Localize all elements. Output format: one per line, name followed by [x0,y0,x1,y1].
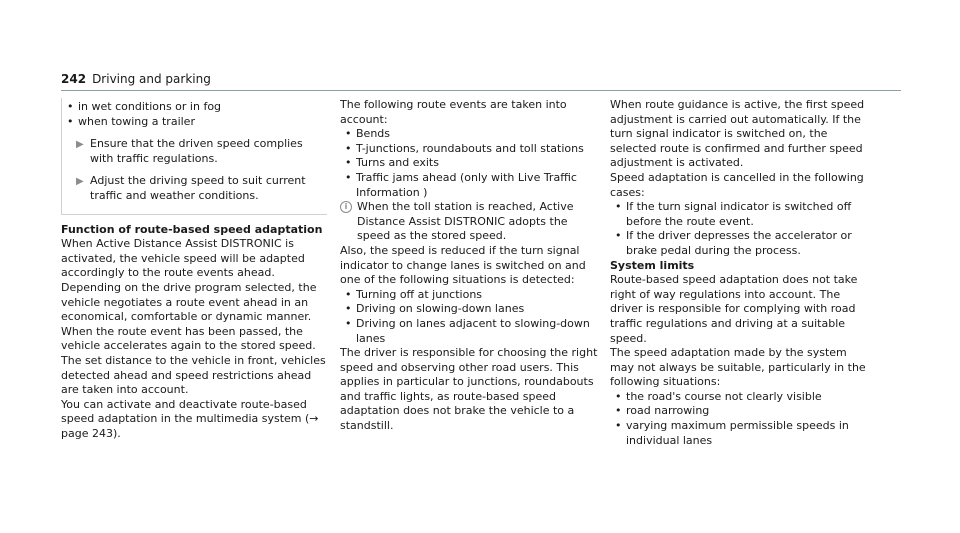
section-heading: Function of route-based speed adaptation [61,222,323,236]
situation-list [340,288,602,346]
page-header [61,72,211,87]
section-heading: System limits [610,258,695,272]
instruction-box [61,98,327,215]
list-item: • Bends [340,127,602,142]
paragraph: Route-based speed adaptation does not take right of way regulations into account. The driver is responsible for complying with road traffic regulations and driving at a suitable speed. [610,273,858,345]
column-3 [610,98,872,448]
step-text: Ensure that the driven speed complies with traffic regulations. [90,137,303,165]
condition-list [62,100,327,129]
paragraph: Speed adaptation is cancelled in the following cases: [610,170,864,199]
list-item: • T-junctions, roundabouts and toll stations [340,142,602,157]
section-title: Driving and parking [92,72,211,86]
list-item: • Driving on lanes adjacent to slowing-down lanes [340,317,602,346]
note-text: When the toll station is reached, Active Distance Assist DISTRONIC adopts the speed as the stored speed. [357,200,574,243]
step-text: Adjust the driving speed to suit current traffic and weather conditions. [90,174,306,202]
page-number: 242 [61,72,87,86]
step-arrow-icon: ▶ [76,176,84,188]
list-item: • when towing a trailer [62,115,327,130]
route-event-list [340,127,602,200]
limits-list [610,390,872,448]
paragraph: Also, the speed is reduced if the turn signal indicator to change lanes is switched on and one of the following situations is detected: [340,243,586,287]
paragraph: The following route events are taken into account: [340,98,567,126]
paragraph: When route guidance is active, the first speed adjustment is carried out automatically. If the turn signal indicator is switched on, the selected route is confirmed and further speed adjustment is activated. [610,98,865,170]
list-item: • road narrowing [610,404,872,419]
column-1 [61,98,327,441]
cancellation-list [610,200,872,258]
list-item: • varying maximum permissible speeds in individual lanes [610,419,872,448]
paragraph: The driver is responsible for choosing the right speed and observing other road users. This applies in particular to junctions, roundabouts and traffic lights, as route-based speed adaptation does not brake the vehicle to a standstill. [340,346,598,433]
list-item: • Driving on slowing-down lanes [340,302,602,317]
info-note [340,200,602,244]
step-arrow-icon: ▶ [76,139,84,151]
info-icon: i [340,201,352,213]
list-item: • Turns and exits [340,156,602,171]
paragraph-page-reference[interactable]: You can activate and deactivate route-based speed adaptation in the multimedia system (→ page 243). [61,397,319,440]
list-item: • If the driver depresses the accelerator or brake pedal during the process. [610,229,872,258]
instruction-step [62,174,327,203]
instruction-step [62,137,327,166]
header-divider [61,90,901,91]
paragraph: The speed adaptation made by the system may not always be suitable, particularly in the following situations: [610,346,866,389]
list-item: • If the turn signal indicator is switched off before the route event. [610,200,872,229]
list-item: • Turning off at junctions [340,288,602,303]
list-item: • the road's course not clearly visible [610,390,872,405]
list-item: • Traffic jams ahead (only with Live Traffic Information ) [340,171,602,200]
list-item: • in wet conditions or in fog [62,100,327,115]
paragraph: When Active Distance Assist DISTRONIC is activated, the vehicle speed will be adapted accordingly to the route events ahead. Depending on the drive program selected, the vehicle negotiates a route event ahead in an economical, comfortable or dynamic manner. When the route event has been passed, the vehicle accelerates again to the stored speed. The set distance to the vehicle in front, vehicles detected ahead and speed restrictions ahead are taken into account. [61,237,326,397]
column-2 [340,98,602,434]
